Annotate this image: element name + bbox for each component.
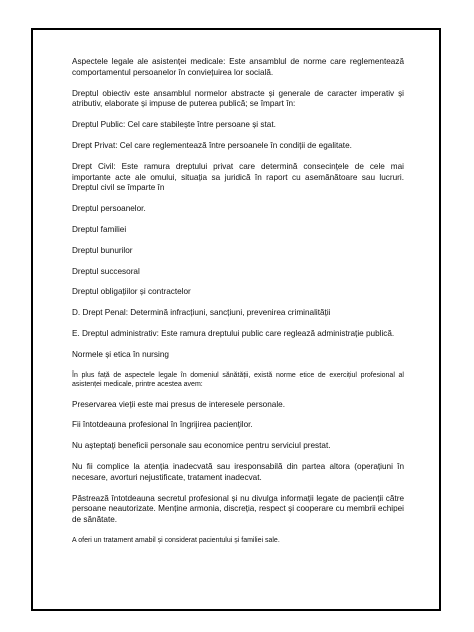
- norm-professional-secrecy: Păstrează întotdeauna secretul profesional și nu divulga informații legate de pacienții către persoane neautorizate. Menține armonia, discreția, respect și cooperare cu membrii echipei de sănătate.: [72, 493, 404, 525]
- paragraph-administrative-law: E. Dreptul administrativ: Este ramura dreptului public care reglează administrație publică.: [72, 328, 395, 338]
- norm-no-personal-benefit: Nu așteptați beneficii personale sau economice pentru serviciul prestat.: [72, 441, 331, 451]
- paragraph-ethical-norms-intro: În plus față de aspectele legale în domeniul sănătății, există norme etice de exercițiul profesional al asistenței medicale, printre acestea avem:: [72, 371, 404, 389]
- paragraph-private-law: Drept Privat: Cel care reglementează între persoanele în condiții de egalitate.: [72, 140, 352, 150]
- list-item-persons-law: Dreptul persoanelor.: [72, 204, 146, 214]
- paragraph-civil-law: Drept Civil: Este ramura dreptului privat care determină consecințele de cele mai importante acte ale omului, situația sa juridică în raport cu asemănătoare sau lucruri. Dreptul civil se împarte în: [72, 161, 404, 193]
- document-body: [72, 57, 404, 555]
- list-item-obligations-law: Dreptul obligațiilor și contractelor: [72, 287, 191, 297]
- norm-be-professional: Fii întotdeauna profesional în îngrijirea pacienților.: [72, 420, 253, 430]
- paragraph-objective-law: Dreptul obiectiv este ansamblul normelor abstracte și generale de caracter imperativ și atributiv, elaborate și impuse de puterea publică; se împart în:: [72, 88, 404, 109]
- norm-kind-treatment: A oferi un tratament amabil și considerat pacientului și familiei sale.: [72, 536, 280, 544]
- norm-no-complicity: Nu fii complice la atenția inadecvată sau iresponsabilă din partea altora (operațiuni în necesare, avorturi nejustificate, tratament inadecvat.: [72, 461, 404, 482]
- paragraph-legal-aspects: Aspectele legale ale asistenței medicale: Este ansamblul de norme care reglementează comportamentul persoanelor în conviețuirea lor socială.: [72, 57, 404, 77]
- heading-nursing-ethics: Normele și etica în nursing: [72, 349, 169, 359]
- paragraph-criminal-law: D. Drept Penal: Determină infracțiuni, sancțiuni, prevenirea criminalității: [72, 308, 331, 318]
- list-item-family-law: Dreptul familiei: [72, 224, 127, 234]
- list-item-property-law: Dreptul bunurilor: [72, 245, 133, 255]
- list-item-succession-law: Dreptul succesoral: [72, 266, 140, 276]
- norm-preserve-life: Preservarea vieții este mai presus de interesele personale.: [72, 399, 285, 409]
- document-page: [31, 28, 441, 611]
- paragraph-public-law: Dreptul Public: Cel care stabilește între persoane și stat.: [72, 120, 276, 130]
